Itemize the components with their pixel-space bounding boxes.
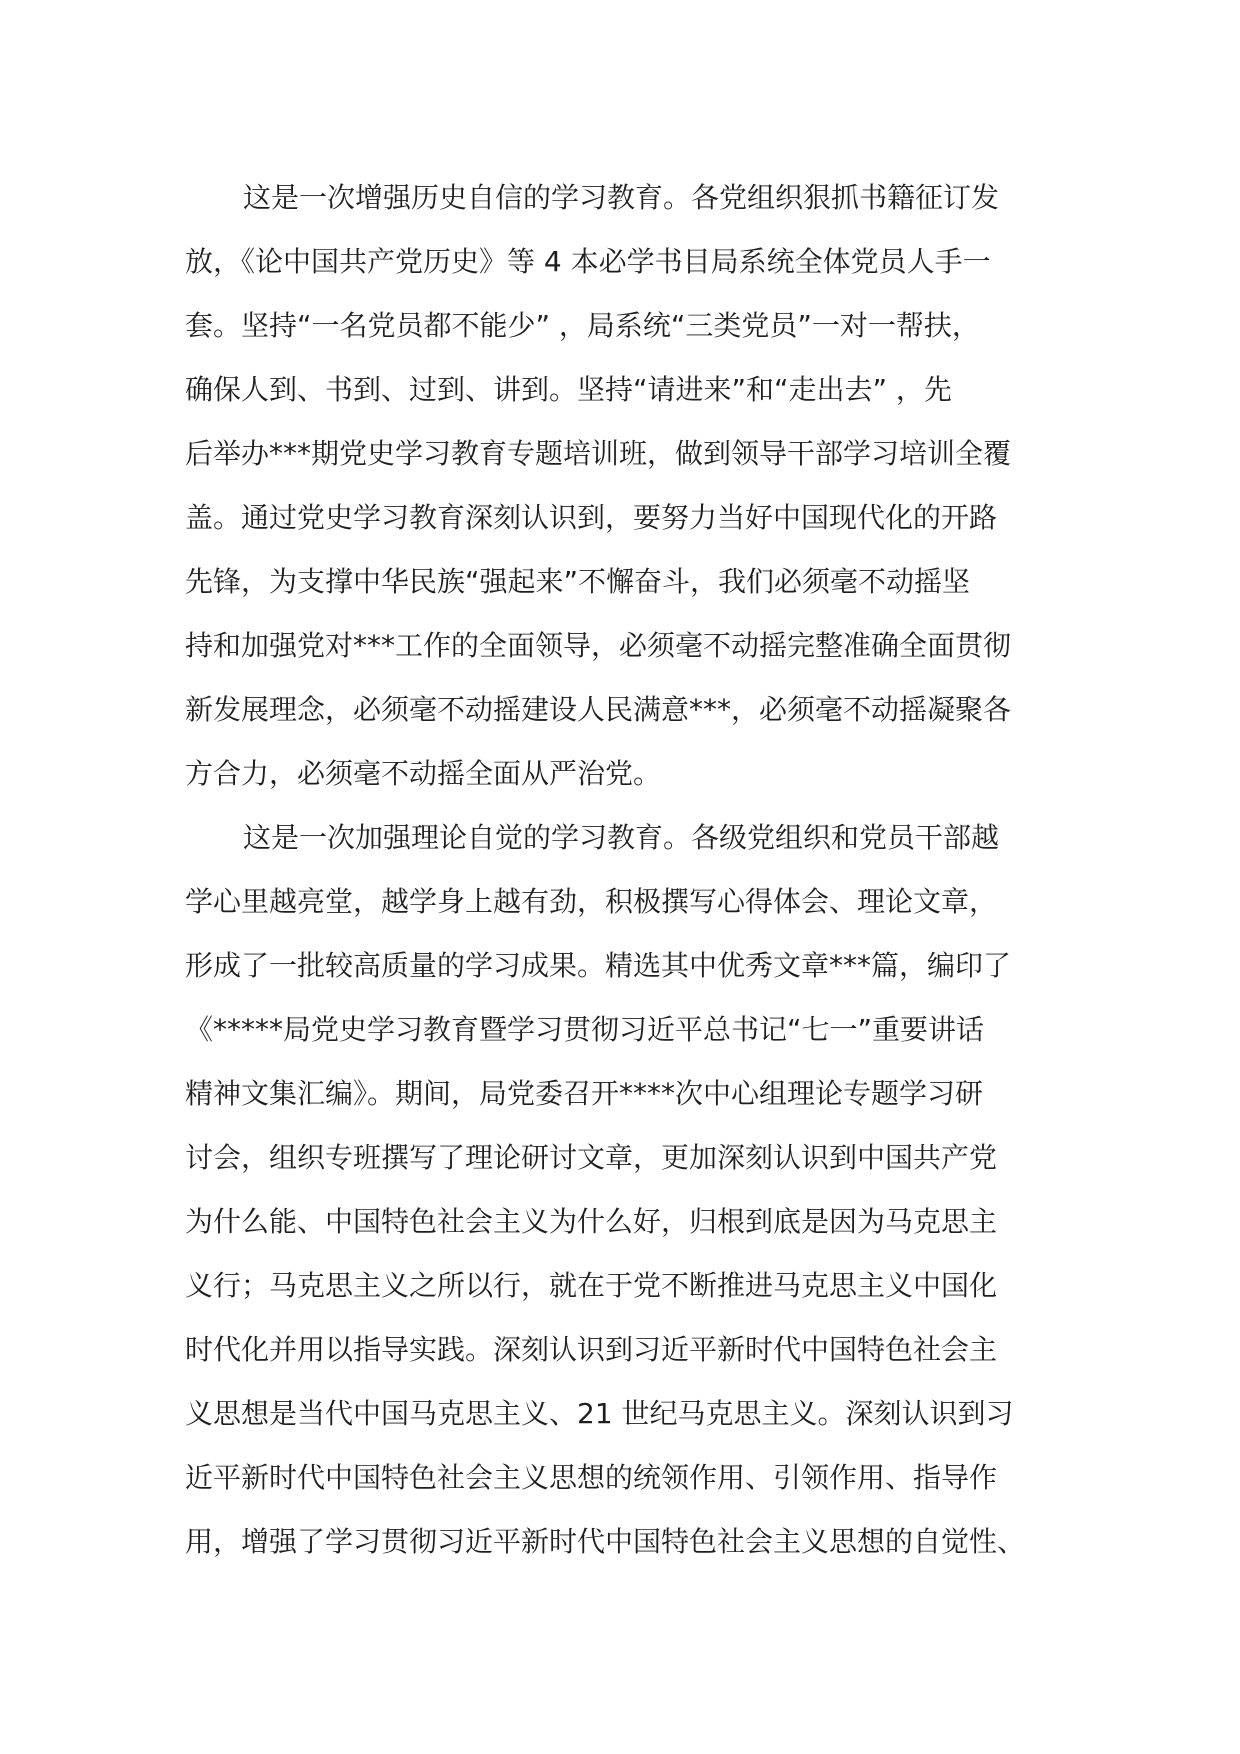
paragraph-line: 持和加强党对***工作的全面领导，必须毫不动摇完整准确全面贯彻 [185,629,1012,662]
paragraph-line: 这是一次加强理论自觉的学习教育。各级党组织和党员干部越 [243,821,1000,854]
paragraph-line: 义思想是当代中国马克思主义、21 世纪马克思主义。深刻认识到习 [185,1397,1014,1430]
paragraph-line: 后举办***期党史学习教育专题培训班，做到领导干部学习培训全覆 [185,437,1012,470]
paragraph-line: 学心里越亮堂，越学身上越有劲，积极撰写心得体会、理论文章， [185,885,998,918]
paragraph-line: 新发展理念，必须毫不动摇建设人民满意***，必须毫不动摇凝聚各 [185,693,1012,726]
paragraph-theory-awareness [185,806,1075,1574]
paragraph-line: 放，《论中国共产党历史》等 4 本必学书目局系统全体党员人手一 [185,245,991,278]
paragraph-line: 这是一次增强历史自信的学习教育。各党组织狠抓书籍征订发 [243,181,1000,214]
paragraph-line: 方合力，必须毫不动摇全面从严治党。 [185,757,662,790]
document-body [185,166,1075,1574]
paragraph-line: 《*****局党史学习教育暨学习贯彻习近平总书记“七一”重要讲话 [185,1013,985,1046]
paragraph-line: 先锋，为支撑中华民族“强起来”不懈奋斗，我们必须毫不动摇坚 [185,565,971,598]
paragraph-line: 形成了一批较高质量的学习成果。精选其中优秀文章***篇，编印了 [185,949,1012,982]
paragraph-line: 用，增强了学习贯彻习近平新时代中国特色社会主义思想的自觉性、 [185,1525,1026,1558]
paragraph-line: 近平新时代中国特色社会主义思想的统领作用、引领作用、指导作 [185,1461,998,1494]
paragraph-line: 套。坚持“一名党员都不能少” ，局系统“三类党员”一对一帮扶， [185,309,980,342]
paragraph-line: 义行；马克思主义之所以行，就在于党不断推进马克思主义中国化 [185,1269,998,1302]
paragraph-line: 时代化并用以指导实践。深刻认识到习近平新时代中国特色社会主 [185,1333,998,1366]
paragraph-line: 确保人到、书到、过到、讲到。坚持“请进来”和“走出去” ，先 [185,373,952,406]
paragraph-history-confidence [185,166,1075,806]
paragraph-line: 精神文集汇编》。期间，局党委召开****次中心组理论专题学习研 [185,1077,984,1110]
paragraph-line: 为什么能、中国特色社会主义为什么好，归根到底是因为马克思主 [185,1205,998,1238]
paragraph-line: 盖。通过党史学习教育深刻认识到，要努力当好中国现代化的开路 [185,501,998,534]
paragraph-line: 讨会，组织专班撰写了理论研讨文章，更加深刻认识到中国共产党 [185,1141,998,1174]
